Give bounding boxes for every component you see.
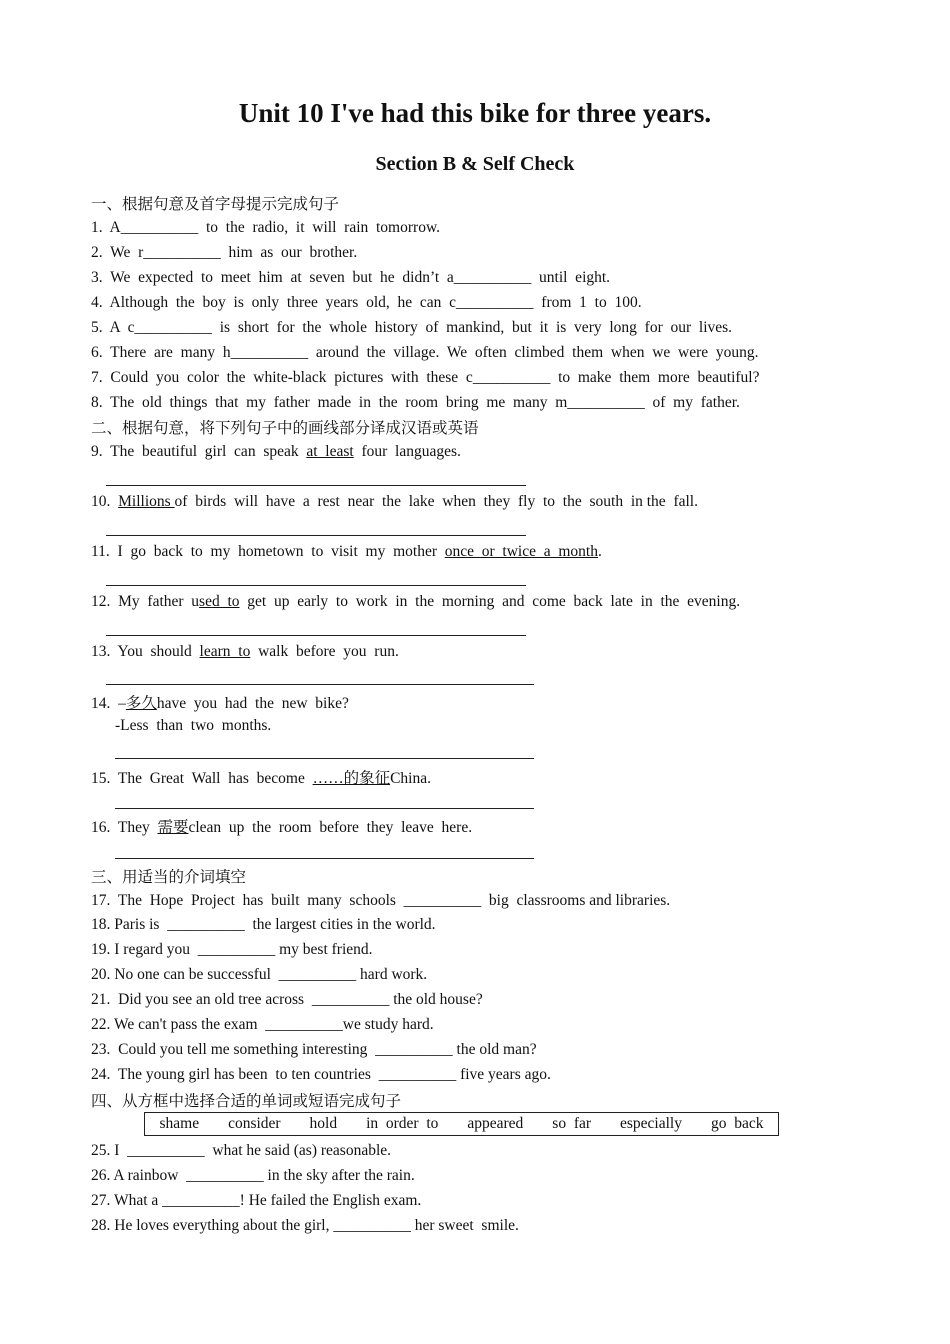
question-25: 25. I __________ what he said (as) reasonable. — [91, 1142, 392, 1159]
q15-text-b: China. — [390, 770, 431, 787]
q10-underlined: Millions — [118, 493, 175, 510]
question-14-reply: -Less than two months. — [115, 717, 272, 734]
question-1: 1. A__________ to the radio, it will rain tomorrow. — [91, 219, 440, 236]
answer-line-10[interactable] — [106, 535, 526, 536]
question-28: 28. He loves everything about the girl, __________ her sweet smile. — [91, 1217, 519, 1234]
word-option: shame — [159, 1115, 200, 1132]
q15-underlined: ……的象征 — [312, 770, 391, 787]
word-option: so far — [552, 1115, 592, 1132]
word-option: in order to — [366, 1115, 439, 1132]
question-22: 22. We can't pass the exam __________we study hard. — [91, 1016, 434, 1033]
section-heading-3: 三、用适当的介词填空 — [91, 869, 247, 886]
q13-text-b: walk before you run. — [250, 643, 399, 660]
q11-underlined: once or twice a month — [444, 543, 598, 560]
page-title: Unit 10 I've had this bike for three years. — [238, 98, 712, 128]
q12-text-a: 12. My father u — [91, 593, 200, 610]
word-option: go back — [710, 1115, 764, 1132]
section-heading-4: 四、从方框中选择合适的单词或短语完成句子 — [91, 1093, 402, 1110]
question-14 — [91, 694, 349, 714]
question-10 — [91, 492, 698, 512]
question-24: 24. The young girl has been to ten countries __________ five years ago. — [91, 1066, 551, 1083]
answer-line-16[interactable] — [115, 858, 534, 859]
question-21: 21. Did you see an old tree across __________ the old house? — [91, 991, 483, 1008]
question-3: 3. We expected to meet him at seven but he didn’t a__________ until eight. — [91, 269, 611, 286]
answer-line-15[interactable] — [115, 808, 534, 809]
q13-underlined: learn to — [199, 643, 251, 660]
answer-line-14[interactable] — [115, 758, 534, 759]
q9-text-a: 9. The beautiful girl can speak — [91, 443, 307, 460]
answer-line-9[interactable] — [106, 485, 526, 486]
q9-underlined: at least — [306, 443, 354, 460]
q9-text-b: four languages. — [353, 443, 461, 460]
question-20: 20. No one can be successful __________ hard work. — [91, 966, 428, 983]
answer-line-13[interactable] — [106, 684, 534, 685]
question-26: 26. A rainbow __________ in the sky after the rain. — [91, 1167, 415, 1184]
answer-line-11[interactable] — [106, 585, 526, 586]
section-heading-1: 一、根据句意及首字母提示完成句子 — [91, 196, 340, 213]
question-23: 23. Could you tell me something interesting __________ the old man? — [91, 1041, 537, 1058]
question-13 — [91, 642, 399, 662]
q14-underlined: 多久 — [125, 695, 157, 712]
q13-text-a: 13. You should — [91, 643, 200, 660]
q15-text-a: 15. The Great Wall has become — [91, 770, 313, 787]
q16-underlined: 需要 — [157, 819, 189, 836]
word-option: especially — [620, 1115, 682, 1132]
question-6: 6. There are many h__________ around the village. We often climbed them when we were young. — [91, 344, 759, 361]
q16-text-a: 16. They — [91, 819, 158, 836]
word-option: consider — [228, 1115, 281, 1132]
q12-underlined: sed to — [199, 593, 240, 610]
question-19: 19. I regard you __________ my best friend. — [91, 941, 373, 958]
q10-text-a: 10. — [91, 493, 119, 510]
question-2: 2. We r__________ him as our brother. — [91, 244, 358, 261]
question-17: 17. The Hope Project has built many schools __________ big classrooms and libraries. — [91, 892, 671, 909]
question-27: 27. What a __________! He failed the English exam. — [91, 1192, 422, 1209]
section-heading-2: 二、根据句意，将下列句子中的画线部分译成汉语或英语 — [91, 420, 479, 437]
q14-text-a: 14. – — [91, 695, 126, 712]
question-12 — [91, 592, 740, 612]
word-option: appeared — [467, 1115, 524, 1132]
q12-text-b: get up early to work in the morning and come back late in the evening. — [239, 593, 741, 610]
question-15 — [91, 769, 431, 789]
question-16 — [91, 818, 472, 838]
question-18: 18. Paris is __________ the largest cities in the world. — [91, 916, 436, 933]
q16-text-b: clean up the room before they leave here. — [188, 819, 473, 836]
word-box — [144, 1112, 779, 1136]
q11-text-b: . — [597, 543, 602, 560]
question-9 — [91, 442, 461, 462]
question-4: 4. Although the boy is only three years old, he can c__________ from 1 to 100. — [91, 294, 642, 311]
question-7: 7. Could you color the white-black pictures with these c__________ to make them more beautiful? — [91, 369, 760, 386]
word-option: hold — [309, 1115, 338, 1132]
answer-line-12[interactable] — [106, 635, 526, 636]
q11-text-a: 11. I go back to my hometown to visit my mother — [91, 543, 445, 560]
question-11 — [91, 542, 602, 562]
page-subtitle: Section B & Self Check — [375, 153, 575, 175]
q10-text-b: of birds will have a rest near the lake when they fly to the south in the fall. — [174, 493, 698, 510]
question-8: 8. The old things that my father made in the room bring me many m__________ of my father. — [91, 394, 740, 411]
q14-text-b: have you had the new bike? — [156, 695, 349, 712]
question-5: 5. A c__________ is short for the whole history of mankind, but it is very long for our lives. — [91, 319, 733, 336]
